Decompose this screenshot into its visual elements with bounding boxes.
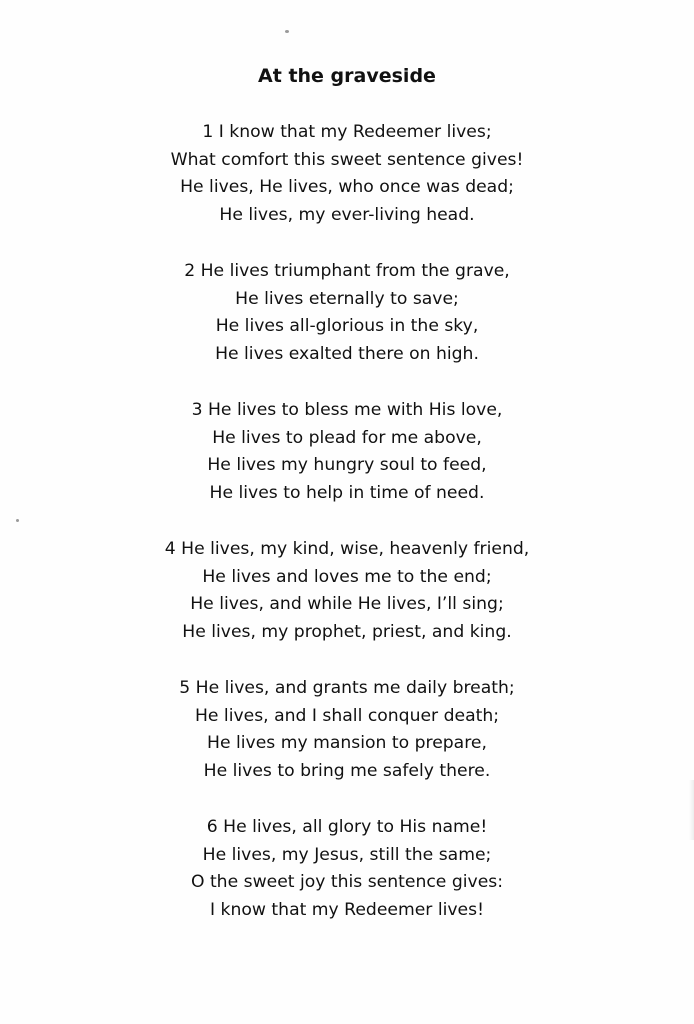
verse-5 (0, 675, 694, 785)
verse-line: He lives to help in time of need. (209, 482, 485, 503)
verse-line: He lives, my Jesus, still the same; (202, 844, 492, 865)
verse-line: He lives, my prophet, priest, and king. (182, 621, 512, 642)
verse-6 (0, 814, 694, 924)
verse-line: He lives my hungry soul to feed, (207, 455, 487, 476)
verse-line: I know that my Redeemer lives! (210, 899, 484, 920)
verse-line: He lives, and while He lives, I’ll sing; (190, 594, 504, 615)
verse-line: 5 He lives, and grants me daily breath; (179, 678, 515, 698)
verse-line: 1 I know that my Redeemer lives; (202, 122, 492, 142)
verse-3 (0, 397, 694, 507)
verse-line: He lives exalted there on high. (215, 343, 479, 364)
scan-speck (16, 519, 19, 522)
verse-line: He lives eternally to save; (235, 288, 459, 309)
verse-line: He lives, my ever-living head. (219, 204, 475, 225)
verse-line: He lives and loves me to the end; (202, 566, 492, 587)
verse-4 (0, 536, 694, 646)
verse-line: O the sweet joy this sentence gives: (190, 872, 504, 893)
verse-line: He lives, He lives, who once was dead; (180, 177, 514, 198)
scan-speck (285, 30, 289, 33)
verse-line: 3 He lives to bless me with His love, (191, 400, 503, 420)
verse-line: He lives, and I shall conquer death; (194, 705, 500, 726)
verse-line: He lives all-glorious in the sky, (215, 316, 479, 337)
verse-line: What comfort this sweet sentence gives! (170, 149, 524, 170)
verse-line: He lives to plead for me above, (212, 427, 482, 448)
verse-line: 6 He lives, all glory to His name! (206, 817, 488, 837)
verse-2 (0, 258, 694, 368)
verse-line: 2 He lives triumphant from the grave, (184, 261, 510, 281)
verse-line: He lives my mansion to prepare, (207, 733, 487, 754)
verse-line: 4 He lives, my kind, wise, heavenly friend, (164, 539, 530, 559)
verse-line: He lives to bring me safely there. (203, 760, 491, 781)
document-title: At the graveside (258, 65, 436, 87)
verse-1 (0, 119, 694, 229)
